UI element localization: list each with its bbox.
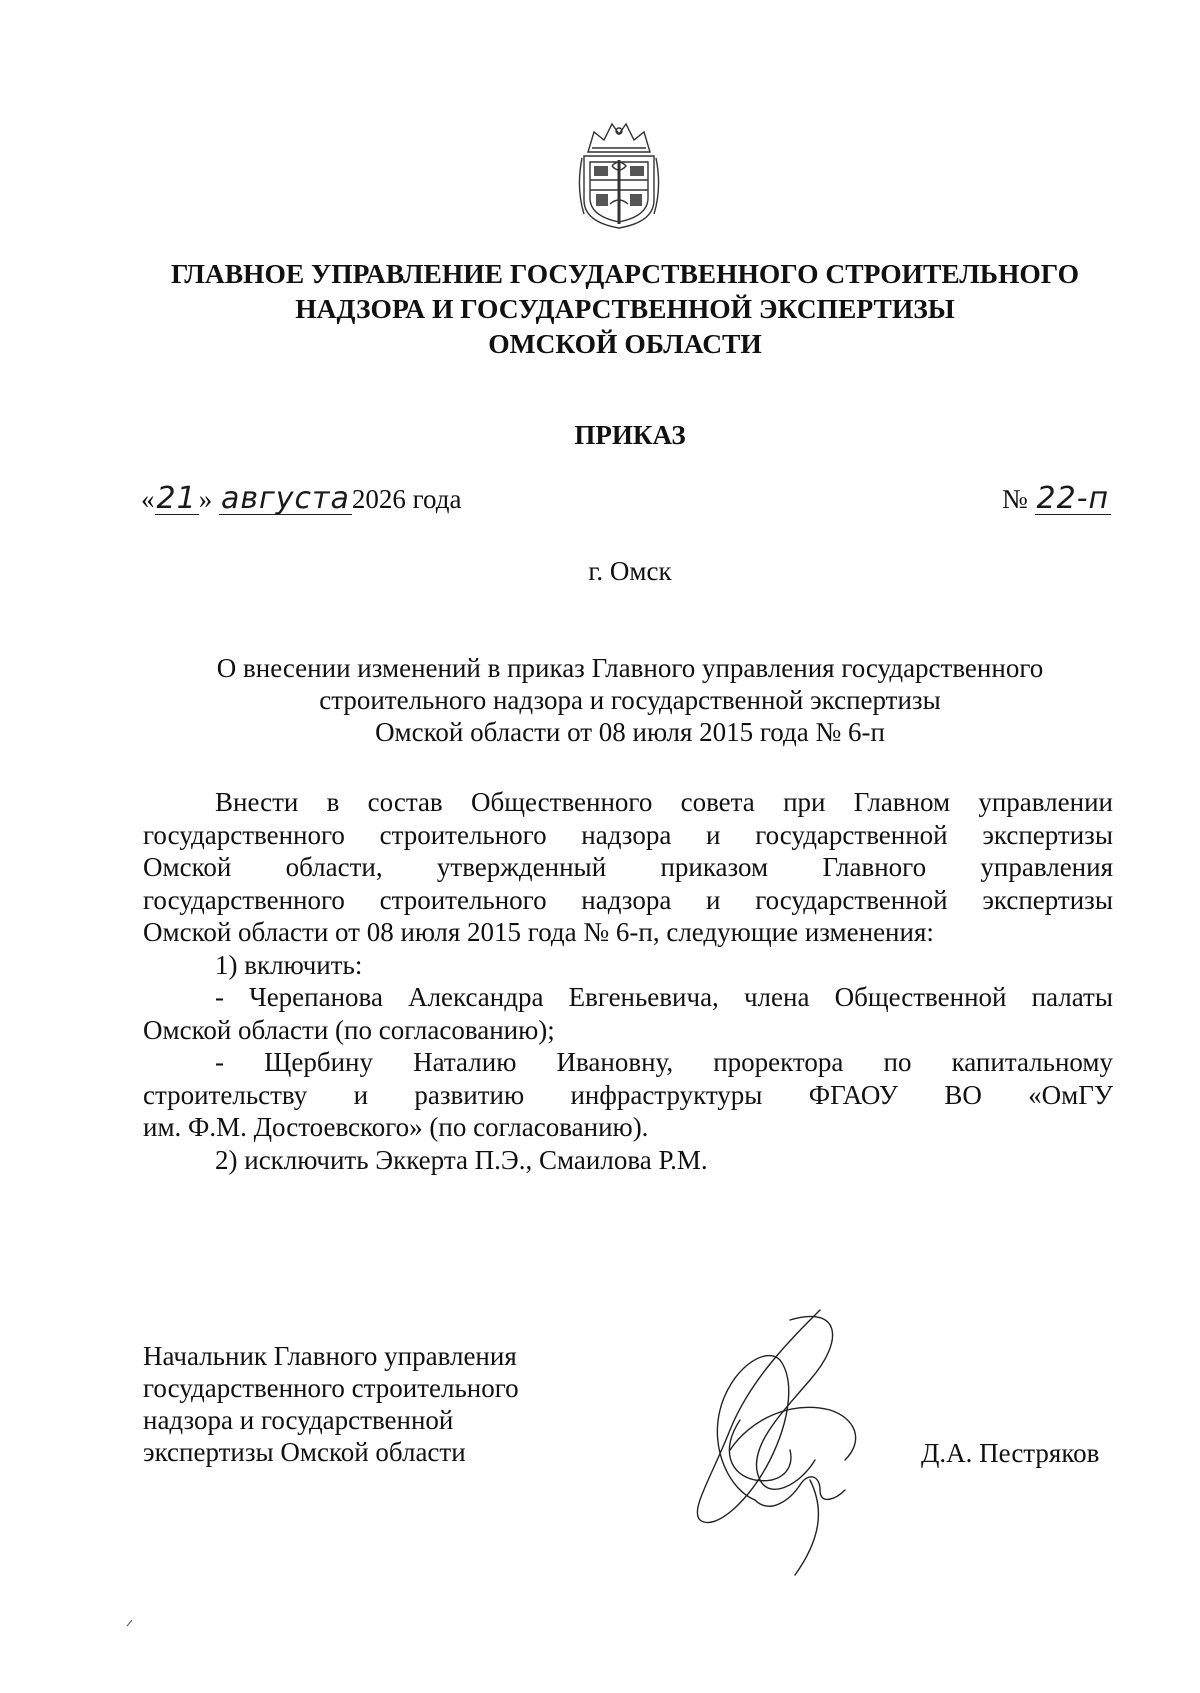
- omsk-coat-of-arms-icon: [576, 118, 662, 230]
- number-sign: №: [1002, 484, 1028, 514]
- body-line: - Щербину Наталию Ивановну, проректора по капитальному: [215, 1047, 1113, 1077]
- body-line: Омской области, утвержденный приказом Главного управления: [143, 852, 1113, 882]
- date-day: 21: [156, 481, 197, 516]
- subject-line-3: Омской области от 08 июля 2015 года № 6-п: [375, 717, 885, 747]
- document-subject: [100, 652, 1160, 748]
- document-city: г. Омск: [588, 556, 672, 586]
- signatory-title-line: надзора и государственной: [143, 1405, 454, 1435]
- org-line-2: НАДЗОРА И ГОСУДАРСТВЕННОЙ ЭКСПЕРТИЗЫ: [295, 293, 955, 324]
- signatory-title: [143, 1340, 519, 1468]
- quote-close: »: [198, 484, 213, 514]
- body-line: Омской области от 08 июля 2015 года № 6-п, следующие изменения:: [143, 917, 934, 947]
- date-month: августа: [220, 481, 350, 516]
- signatory-title-line: государственного строительного: [143, 1373, 519, 1403]
- subject-line-2: строительного надзора и государственной экспертизы: [319, 685, 941, 715]
- quote-open: «: [141, 484, 155, 514]
- document-date: [141, 481, 462, 516]
- number-value: 22-п: [1036, 481, 1110, 516]
- organization-name: [100, 256, 1150, 361]
- body-line: им. Ф.М. Достоевского» (по согласованию).: [143, 1112, 649, 1142]
- list-item-exclude: 2) исключить Эккерта П.Э., Смаилова Р.М.: [215, 1144, 708, 1175]
- list-item-include: 1) включить:: [215, 949, 363, 980]
- signatory-name: Д.А. Пестряков: [921, 1438, 1100, 1468]
- handwritten-signature: [670, 1300, 885, 1580]
- scan-mark: [126, 1619, 134, 1627]
- subject-line-1: О внесении изменений в приказ Главного управления государственного: [216, 653, 1044, 683]
- body-line: государственного строительного надзора и государственной экспертизы: [143, 884, 1113, 915]
- document-number: [1002, 481, 1111, 516]
- document-body: [143, 786, 1113, 1176]
- body-line: Внести в состав Общественного совета при Главном управлении: [215, 787, 1113, 817]
- body-line: строительству и развитию инфраструктуры ФГАОУ ВО «ОмГУ: [143, 1079, 1113, 1110]
- org-line-1: ГЛАВНОЕ УПРАВЛЕНИЕ ГОСУДАРСТВЕННОГО СТРОИТЕЛЬНОГО: [171, 258, 1079, 289]
- date-year: 2026 года: [351, 484, 462, 514]
- org-line-3: ОМСКОЙ ОБЛАСТИ: [488, 328, 762, 359]
- body-line: - Черепанова Александра Евгеньевича, члена Общественной палаты: [215, 982, 1113, 1012]
- body-line: Омской области (по согласованию);: [143, 1014, 555, 1045]
- body-line: государственного строительного надзора и государственной экспертизы: [143, 819, 1113, 850]
- document-type: ПРИКАЗ: [574, 420, 686, 450]
- signatory-title-line: экспертизы Омской области: [143, 1437, 466, 1467]
- signatory-title-line: Начальник Главного управления: [143, 1341, 517, 1371]
